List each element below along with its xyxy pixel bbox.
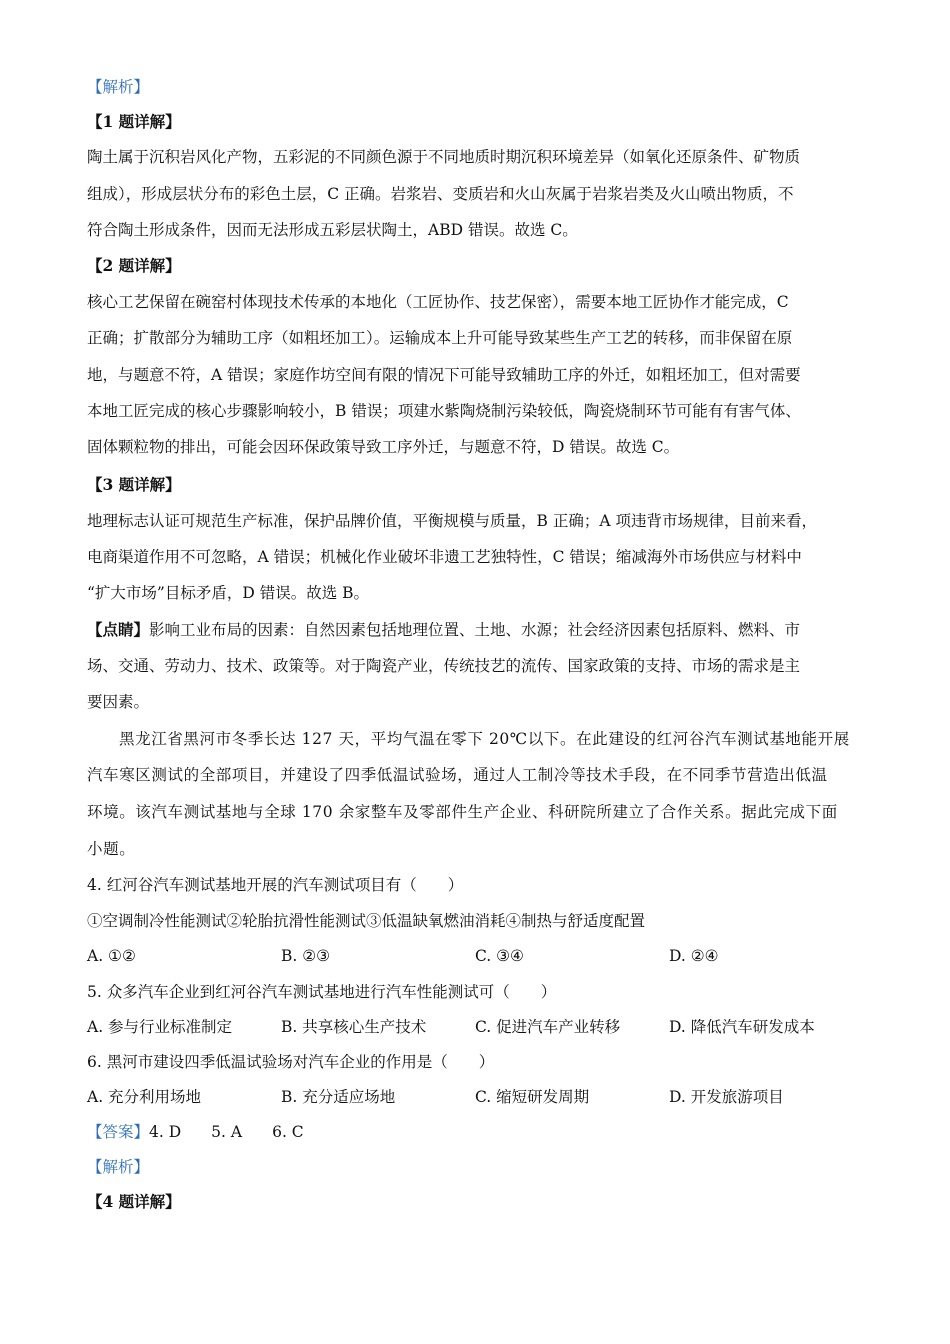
tip-label: 【点睛】	[87, 620, 150, 639]
answer-line	[87, 1121, 867, 1143]
q5-option-b: B. 共享核心生产技术	[281, 1018, 427, 1036]
q4-option-b: B. ②③	[281, 947, 331, 965]
q1-line-2: 组成），形成层状分布的彩色土层，C 正确。岩浆岩、变质岩和火山灰属于岩浆岩类及火山喷出物质，不	[87, 185, 794, 203]
tip-line-3: 要因素。	[87, 693, 150, 711]
q4-option-a: A. ①②	[87, 947, 136, 965]
passage-line-2: 汽车寒区测试的全部项目，并建设了四季低温试验场，通过人工制冷等技术手段，在不同季节营造出低温	[87, 766, 828, 784]
q1-line-1: 陶土属于沉积岩风化产物，五彩泥的不同颜色源于不同地质时期沉积环境差异（如氧化还原条件、矿物质	[87, 148, 801, 166]
q6-option-d: D. 开发旅游项目	[669, 1088, 784, 1106]
q2-line-3: 地，与题意不符，A 错误；家庭作坊空间有限的情况下可能导致辅助工序的外迁，如粗坯加工，但对需要	[87, 366, 801, 384]
analysis-label: 【解析】	[87, 78, 150, 96]
q2-line-4: 本地工匠完成的核心步骤影响较小，B 错误；项建水紫陶烧制污染较低，陶瓷烧制环节可能有有害气体、	[87, 402, 801, 420]
q2-line-5: 固体颗粒物的排出，可能会因环保政策导致工序外迁，与题意不符，D 错误。故选 C。	[87, 438, 680, 456]
analysis-label-2: 【解析】	[87, 1158, 150, 1176]
passage-line-4: 小题。	[87, 840, 136, 858]
answer-label: 【答案】	[87, 1123, 150, 1141]
passage-line-1: 黑龙江省黑河市冬季长达 127 天，平均气温在零下 20℃以下。在此建设的红河谷汽车测试基地能开展	[119, 730, 850, 748]
q4-option-d: D. ②④	[669, 947, 719, 965]
q3-line-3: “扩大市场”目标矛盾，D 错误。故选 B。	[87, 584, 370, 602]
q4-option-c: C. ③④	[475, 947, 524, 965]
q6-option-a: A. 充分利用场地	[87, 1088, 202, 1106]
answer-4: 4. D	[149, 1123, 182, 1141]
q2-line-2: 正确；扩散部分为辅助工序（如粗坯加工）。运输成本上升可能导致某些生产工艺的转移，而非保留在原	[87, 329, 793, 347]
q4-heading: 【4 题详解】	[87, 1192, 181, 1211]
q5-option-c: C. 促进汽车产业转移	[475, 1018, 621, 1036]
q1-heading: 【1 题详解】	[87, 112, 181, 131]
q2-heading: 【2 题详解】	[87, 256, 181, 275]
q6-option-c: C. 缩短研发周期	[475, 1088, 590, 1106]
question-6-stem: 6. 黑河市建设四季低温试验场对汽车企业的作用是（ ）	[87, 1053, 495, 1071]
tip-text-1: 影响工业布局的因素：自然因素包括地理位置、土地、水源；社会经济因素包括原料、燃料、市	[149, 621, 801, 639]
q5-option-d: D. 降低汽车研发成本	[669, 1018, 815, 1036]
q1-line-3: 符合陶土形成条件，因而无法形成五彩层状陶土，ABD 错误。故选 C。	[87, 221, 578, 239]
question-4-items: ①空调制冷性能测试②轮胎抗滑性能测试③低温缺氧燃油消耗④制热与舒适度配置	[87, 912, 646, 930]
question-4-stem: 4. 红河谷汽车测试基地开展的汽车测试项目有（ ）	[87, 876, 464, 894]
answer-6: 6. C	[272, 1123, 304, 1141]
q3-line-1: 地理标志认证可规范生产标准，保护品牌价值，平衡规模与质量，B 正确；A 项违背市场规律，目前来看，	[87, 512, 817, 530]
tip-line-2: 场、交通、劳动力、技术、政策等。对于陶瓷产业，传统技艺的流传、国家政策的支持、市场的需求是主	[87, 657, 801, 675]
question-5-stem: 5. 众多汽车企业到红河谷汽车测试基地进行汽车性能测试可（ ）	[87, 983, 557, 1001]
q2-line-1: 核心工艺保留在碗窑村体现技术传承的本地化（工匠协作、技艺保密），需要本地工匠协作才能完成，C	[87, 293, 789, 311]
q6-option-b: B. 充分适应场地	[281, 1088, 396, 1106]
answer-5: 5. A	[211, 1123, 243, 1141]
q3-heading: 【3 题详解】	[87, 475, 181, 494]
passage-line-3: 环境。该汽车测试基地与全球 170 余家整车及零部件生产企业、科研院所建立了合作关系。据此完成下面	[87, 803, 838, 821]
q3-line-2: 电商渠道作用不可忽略，A 错误；机械化作业破坏非遗工艺独特性，C 错误；缩减海外市场供应与材料中	[87, 548, 802, 566]
tip-line-1	[87, 619, 867, 641]
q5-option-a: A. 参与行业标准制定	[87, 1018, 233, 1036]
